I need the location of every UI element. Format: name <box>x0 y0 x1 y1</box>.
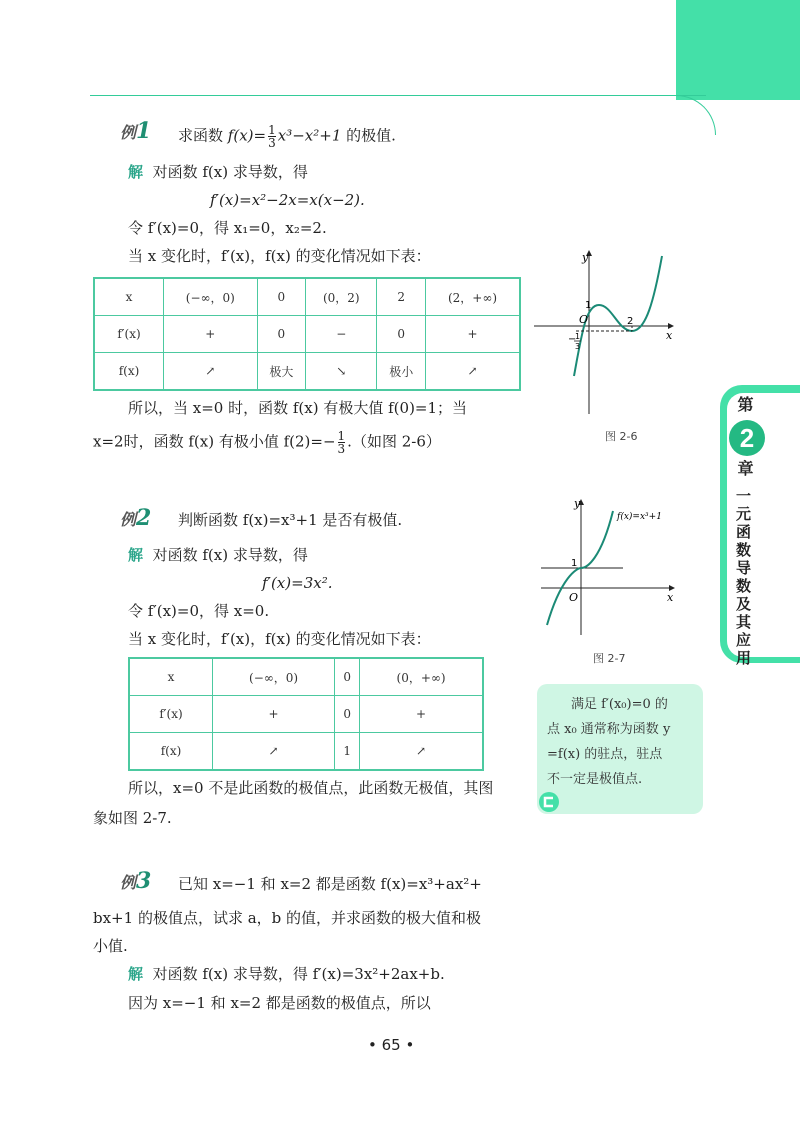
example1-zero-points: 令 f′(x)=0，得 x₁=0，x₂=2. <box>128 219 327 237</box>
table-row <box>94 353 520 391</box>
x-label: x <box>667 591 674 604</box>
y-label: y <box>574 497 581 510</box>
page-number: • 65 • <box>368 1036 415 1054</box>
table-cell: − <box>306 316 377 353</box>
example1-conclusion-line2: x=2时，函数 f(x) 有极小值 f(2)=− $\frac{1}{3}$ .（如图 2-6） <box>93 429 441 456</box>
table-cell: 0 <box>257 278 306 316</box>
table-row <box>129 696 483 733</box>
example2-conclusion-line2: 象如图 2-7. <box>93 809 172 827</box>
table-cell: + <box>360 696 483 733</box>
note-arrow-icon <box>537 790 561 814</box>
figure-2-7-graph <box>537 495 687 640</box>
table-cell: ↘ <box>306 353 377 391</box>
table-cell: 0 <box>335 658 360 696</box>
min-frac-num: 1 <box>575 332 581 341</box>
table-cell: x <box>129 658 213 696</box>
table-cell: ↗ <box>425 353 520 391</box>
min-frac-den: 3 <box>575 342 581 351</box>
example1-solution-line1: 解 对函数 f(x) 求导数，得 <box>128 163 308 181</box>
example2-table-intro: 当 x 变化时，f′(x)，f(x) 的变化情况如下表： <box>128 630 431 648</box>
chapter-number-badge: 2 <box>729 420 765 456</box>
note-line: 点 x₀ 通常称为函数 y <box>547 722 671 737</box>
table-cell: (0，2) <box>306 278 377 316</box>
table-cell: + <box>164 316 258 353</box>
example3-line5: 因为 x=−1 和 x=2 都是函数的极值点，所以 <box>128 994 431 1012</box>
table-row <box>94 316 520 353</box>
note-line: 不一定是极值点. <box>547 772 643 787</box>
example3-line3: 小值. <box>93 937 128 955</box>
example2-zero-point: 令 f′(x)=0，得 x=0. <box>128 602 270 620</box>
example3-line2: bx+1 的极值点，试求 a，b 的值，并求函数的极大值和极 <box>93 909 482 927</box>
example1-label: 例1 <box>120 118 152 144</box>
example1-conclusion-line1: 所以，当 x=0 时，函数 f(x) 有极大值 f(0)=1；当 <box>128 399 468 417</box>
table-cell: 1 <box>335 733 360 771</box>
table-row <box>94 278 520 316</box>
header-rule <box>90 95 706 96</box>
table-row <box>129 658 483 696</box>
note-line: =f(x) 的驻点，驻点 <box>547 747 663 762</box>
table-cell: ↗ <box>164 353 258 391</box>
example2-label: 例2 <box>120 505 152 531</box>
example2-variation-table <box>128 657 484 771</box>
origin-label: O <box>569 591 579 604</box>
figure-2-6-caption: 图 2-6 <box>605 430 638 443</box>
table-cell: 极大 <box>257 353 306 391</box>
table-cell: (0，+∞) <box>360 658 483 696</box>
example3-solution-line: 解 对函数 f(x) 求导数，得 f′(x)=3x²+2ax+b. <box>128 965 445 983</box>
example1-question: 求函数 f(x)= $\frac{1}{3}$ x³−x²+1 的极值. <box>178 123 396 150</box>
table-cell: (2，+∞) <box>425 278 520 316</box>
example3-label: 例3 <box>120 868 152 894</box>
table-cell: 0 <box>257 316 306 353</box>
example2-derivative: f′(x)=3x². <box>262 574 333 592</box>
table-row <box>129 733 483 771</box>
curve-label: f(x)=x³+1 <box>617 512 662 522</box>
example2-question: 判断函数 f(x)=x³+1 是否有极值. <box>178 511 403 529</box>
example1-derivative: f′(x)=x²−2x=x(x−2). <box>210 191 365 209</box>
table-cell: ↗ <box>360 733 483 771</box>
table-cell: (−∞，0) <box>213 658 335 696</box>
side-note-text <box>547 692 697 792</box>
x2-label: 2 <box>627 316 634 327</box>
table-cell: ↗ <box>213 733 335 771</box>
y1-label: 1 <box>571 558 578 569</box>
table-cell: + <box>425 316 520 353</box>
table-cell: 极小 <box>377 353 426 391</box>
table-cell: f(x) <box>129 733 213 771</box>
origin-label: O <box>579 313 589 326</box>
header-rule-corner <box>676 95 716 135</box>
table-cell: f′(x) <box>129 696 213 733</box>
figure-2-7-caption: 图 2-7 <box>593 652 626 665</box>
max-value-label: 1 <box>585 300 592 311</box>
example1-table-intro: 当 x 变化时，f′(x)，f(x) 的变化情况如下表： <box>128 247 431 265</box>
y-label: y <box>582 251 589 264</box>
x-label: x <box>666 329 673 342</box>
table-cell: f′(x) <box>94 316 164 353</box>
example1-variation-table <box>93 277 521 391</box>
top-right-color-band <box>676 0 800 100</box>
figure-2-6-graph <box>530 242 680 422</box>
example2-solution-line1: 解 对函数 f(x) 求导数，得 <box>128 546 308 564</box>
min-neg-sign: − <box>568 334 577 345</box>
table-cell: + <box>213 696 335 733</box>
table-cell: 0 <box>377 316 426 353</box>
example3-line1: 已知 x=−1 和 x=2 都是函数 f(x)=x³+ax²+ <box>178 875 482 893</box>
chapter-prefix: 第 <box>735 396 754 414</box>
chapter-title: 一元函数导数及其应用 <box>734 488 752 668</box>
chapter-suffix: 章 <box>735 460 754 478</box>
table-cell: f(x) <box>94 353 164 391</box>
table-cell: 0 <box>335 696 360 733</box>
table-cell: 2 <box>377 278 426 316</box>
table-cell: x <box>94 278 164 316</box>
table-cell: (−∞，0) <box>164 278 258 316</box>
example2-conclusion-line1: 所以，x=0 不是此函数的极值点，此函数无极值，其图 <box>128 779 494 797</box>
note-line: 满足 f′(x₀)=0 的 <box>571 697 668 712</box>
